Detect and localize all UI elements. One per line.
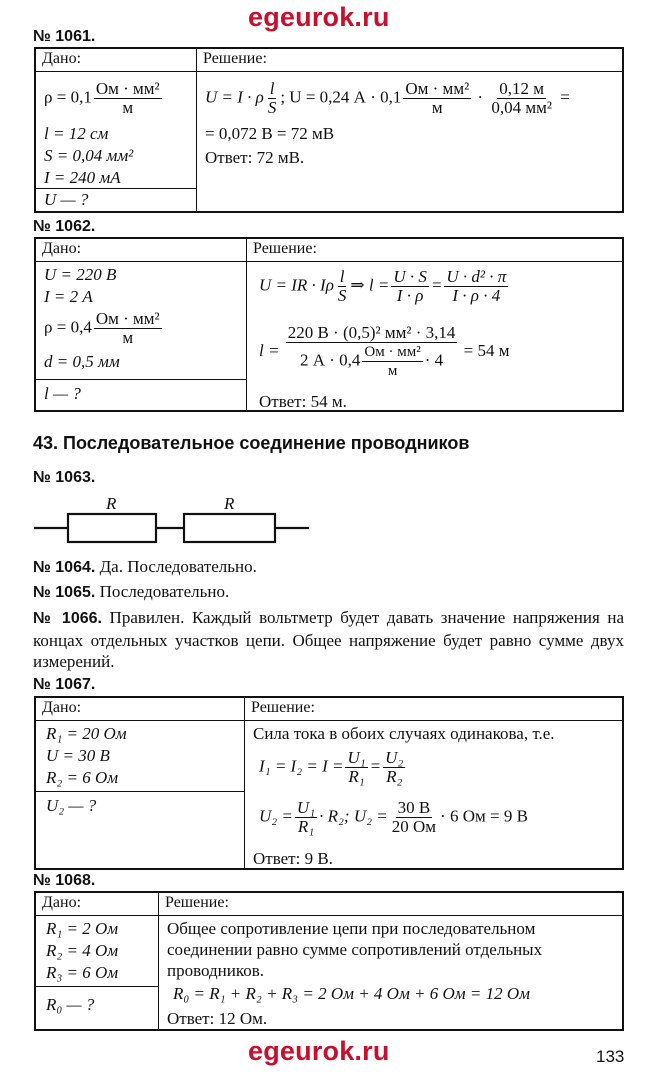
solution-answer: Ответ: 54 м. <box>259 392 347 412</box>
solution-line-1: Общее сопротивление цепи при последовательном <box>167 919 536 938</box>
given-area: S = 0,04 мм² <box>44 146 134 165</box>
solution-calculation: l = 220 В · (0,5)² мм² · 3,14 2 А · 0,4 $\frac{\text{Ом · мм²}}{м}$ · 4 = 54 м <box>259 323 510 380</box>
find-value: l — ? <box>44 383 81 403</box>
section-title: 43. Последовательное соединение проводников <box>33 433 470 453</box>
page-number: 133 <box>596 1047 625 1066</box>
solution-answer: Ответ: 9 В. <box>253 849 333 868</box>
given-r1: R₁ = 2 Ом <box>46 919 119 938</box>
task-1061-table <box>34 47 624 213</box>
given-r1: R₁ = 20 Ом <box>46 724 127 743</box>
given-rho: ρ = 0,4 $\frac{\text{Ом · мм²}}{м}$ <box>44 309 160 348</box>
task-1061-number: № 1061. <box>33 28 96 45</box>
find-value: U₂ — ? <box>46 796 97 815</box>
given-label: Дано: <box>42 699 82 716</box>
solution-statement: Сила тока в обоих случаях одинакова, т.е. <box>253 724 555 743</box>
given-length: l = 12 см <box>44 124 109 143</box>
solution-equation: R₀ = R₁ + R₂ + R₃ = 2 Ом + 4 Ом + 6 Ом = 12 Ом <box>173 984 530 1003</box>
given-label: Дано: <box>42 894 82 911</box>
solution-result: = 0,072 В = 72 мВ <box>205 124 335 143</box>
watermark-bottom[interactable]: egeurok.ru <box>248 1036 390 1066</box>
given-current: I = 2 А <box>44 287 93 307</box>
task-1068-table <box>34 891 624 1031</box>
given-diameter: d = 0,5 мм <box>44 352 120 372</box>
solution-formula: U = IR · Iρ $\frac{l}{S}$ ⇒ l = $\frac{U \cdot S}{I \cdot \rho}$ = $\frac{\text{U · d² · π}}{I \cdot \rho \cdot 4}$ <box>259 267 507 306</box>
solution-line-3: проводников. <box>167 961 265 980</box>
solution-label: Решение: <box>251 699 315 716</box>
solution-label: Решение: <box>165 894 229 911</box>
resistor-1 <box>68 514 156 542</box>
series-circuit-diagram <box>34 490 324 550</box>
find-value: U — ? <box>44 190 89 209</box>
find-value: R₀ — ? <box>46 995 95 1014</box>
solution-equation-1: I₁ = I₂ = I = $\frac{\text{U₁}}{\text{R₁}}$ = $\frac{\text{U₂}}{\text{R₂}}$ <box>259 748 404 786</box>
watermark-top[interactable]: egeurok.ru <box>248 2 390 32</box>
given-r2: R₂ = 4 Ом <box>46 941 119 960</box>
resistor-2 <box>184 514 275 542</box>
task-1067-number: № 1067. <box>33 676 96 693</box>
task-1062-table <box>34 237 624 412</box>
task-1064: № 1064. Да. Последовательно. <box>33 557 257 576</box>
solution-answer: Ответ: 12 Ом. <box>167 1009 268 1028</box>
given-voltage: U = 30 В <box>46 746 110 765</box>
task-1066: № 1066. Правилен. Каждый вольтметр будет давать значение напряжения на концах отдельных участков цепи. Общее напряжение будет равно сумме двух измерений. <box>33 608 624 671</box>
solution-label: Решение: <box>253 240 317 257</box>
solution-line-2: соединении равно сумме сопротивлений отдельных <box>167 940 543 959</box>
given-rho: ρ = 0,1 $\frac{\text{Ом · мм²}}{м}$ <box>44 79 160 117</box>
resistor-1-label: R <box>106 494 117 513</box>
resistor-2-label: R <box>224 494 235 513</box>
given-r2: R₂ = 6 Ом <box>46 768 119 787</box>
solution-formula: U = I · ρ $\frac{l}{S}$ ; U = 0,24 А · 0,1 $\frac{\text{Ом · мм²}}{м}$ · $\frac{0,12 м}{\text{0,04 мм²}}$ = <box>205 79 570 117</box>
task-1065: № 1065. Последовательно. <box>33 582 230 601</box>
given-label: Дано: <box>42 50 82 67</box>
task-1062-number: № 1062. <box>33 218 96 235</box>
solution-answer: Ответ: 72 мВ. <box>205 148 305 167</box>
given-r3: R₃ = 6 Ом <box>46 963 119 982</box>
solution-label: Решение: <box>203 50 267 67</box>
solution-equation-2: U₂ = $\frac{\text{U₁}}{\text{R₁}}$ · R₂; U₂ = $\frac{30 В}{20 Ом}$ · 6 Ом = 9 В <box>259 798 528 836</box>
rho-unit-fraction: $\frac{\text{Ом · мм²}}{м}$ <box>95 79 160 117</box>
given-current: I = 240 мА <box>44 168 121 187</box>
task-1068-number: № 1068. <box>33 872 96 889</box>
task-1063-number: № 1063. <box>33 469 96 486</box>
given-label: Дано: <box>42 240 82 257</box>
task-1067-table <box>34 696 624 870</box>
given-voltage: U = 220 В <box>44 265 117 285</box>
